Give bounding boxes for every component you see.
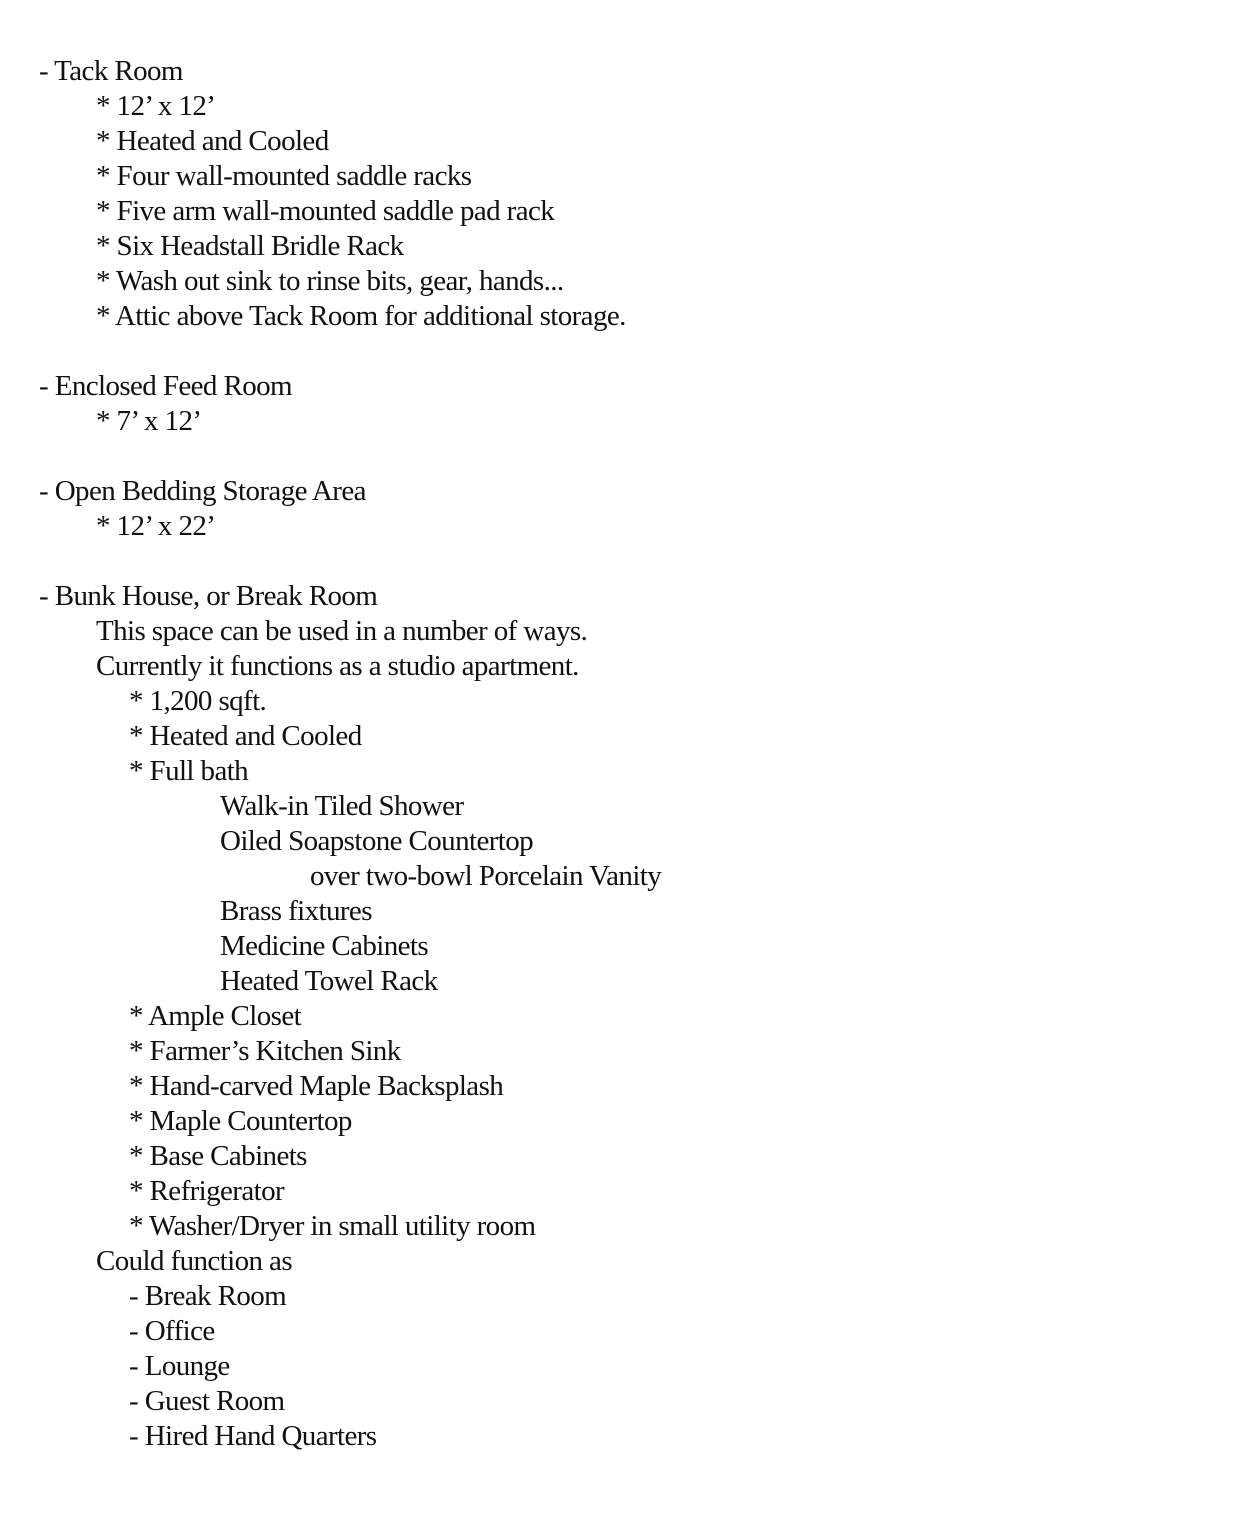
intro-text: This space can be used in a number of ways. xyxy=(96,615,588,647)
feature-item: * Hand-carved Maple Backsplash xyxy=(129,1070,504,1102)
section-heading-bedding-storage: - Open Bedding Storage Area xyxy=(39,475,366,507)
bath-item: Oiled Soapstone Countertop xyxy=(220,825,534,857)
bath-item: Brass fixtures xyxy=(220,895,372,927)
feature-item: * Maple Countertop xyxy=(129,1105,352,1137)
list-item: * Wash out sink to rinse bits, gear, hands... xyxy=(96,265,564,297)
feature-item: * Ample Closet xyxy=(129,1000,302,1032)
use-item: - Office xyxy=(129,1315,215,1347)
feature-item: * 1,200 sqft. xyxy=(129,685,267,717)
use-item: - Lounge xyxy=(129,1350,230,1382)
list-item: * 12’ x 12’ xyxy=(96,90,216,122)
uses-label: Could function as xyxy=(96,1245,293,1277)
intro-text: Currently it functions as a studio apartment. xyxy=(96,650,579,682)
list-item: * Six Headstall Bridle Rack xyxy=(96,230,404,262)
section-heading-tack-room: - Tack Room xyxy=(39,55,183,87)
use-item: - Hired Hand Quarters xyxy=(129,1420,377,1452)
list-item: * Heated and Cooled xyxy=(96,125,329,157)
use-item: - Break Room xyxy=(129,1280,287,1312)
section-heading-feed-room: - Enclosed Feed Room xyxy=(39,370,292,402)
list-item: * 7’ x 12’ xyxy=(96,405,202,437)
list-item: * Five arm wall-mounted saddle pad rack xyxy=(96,195,555,227)
feature-item: * Full bath xyxy=(129,755,249,787)
feature-item: * Washer/Dryer in small utility room xyxy=(129,1210,536,1242)
list-item: * Attic above Tack Room for additional storage. xyxy=(96,300,626,332)
section-heading-bunk-house: - Bunk House, or Break Room xyxy=(39,580,378,612)
feature-item: * Refrigerator xyxy=(129,1175,285,1207)
bath-item: Heated Towel Rack xyxy=(220,965,438,997)
feature-item: * Heated and Cooled xyxy=(129,720,362,752)
bath-item: Walk-in Tiled Shower xyxy=(220,790,464,822)
list-item: * 12’ x 22’ xyxy=(96,510,216,542)
feature-item: * Farmer’s Kitchen Sink xyxy=(129,1035,401,1067)
list-item: * Four wall-mounted saddle racks xyxy=(96,160,472,192)
feature-item: * Base Cabinets xyxy=(129,1140,307,1172)
use-item: - Guest Room xyxy=(129,1385,285,1417)
bath-item-continuation: over two-bowl Porcelain Vanity xyxy=(310,860,662,892)
bath-item: Medicine Cabinets xyxy=(220,930,429,962)
